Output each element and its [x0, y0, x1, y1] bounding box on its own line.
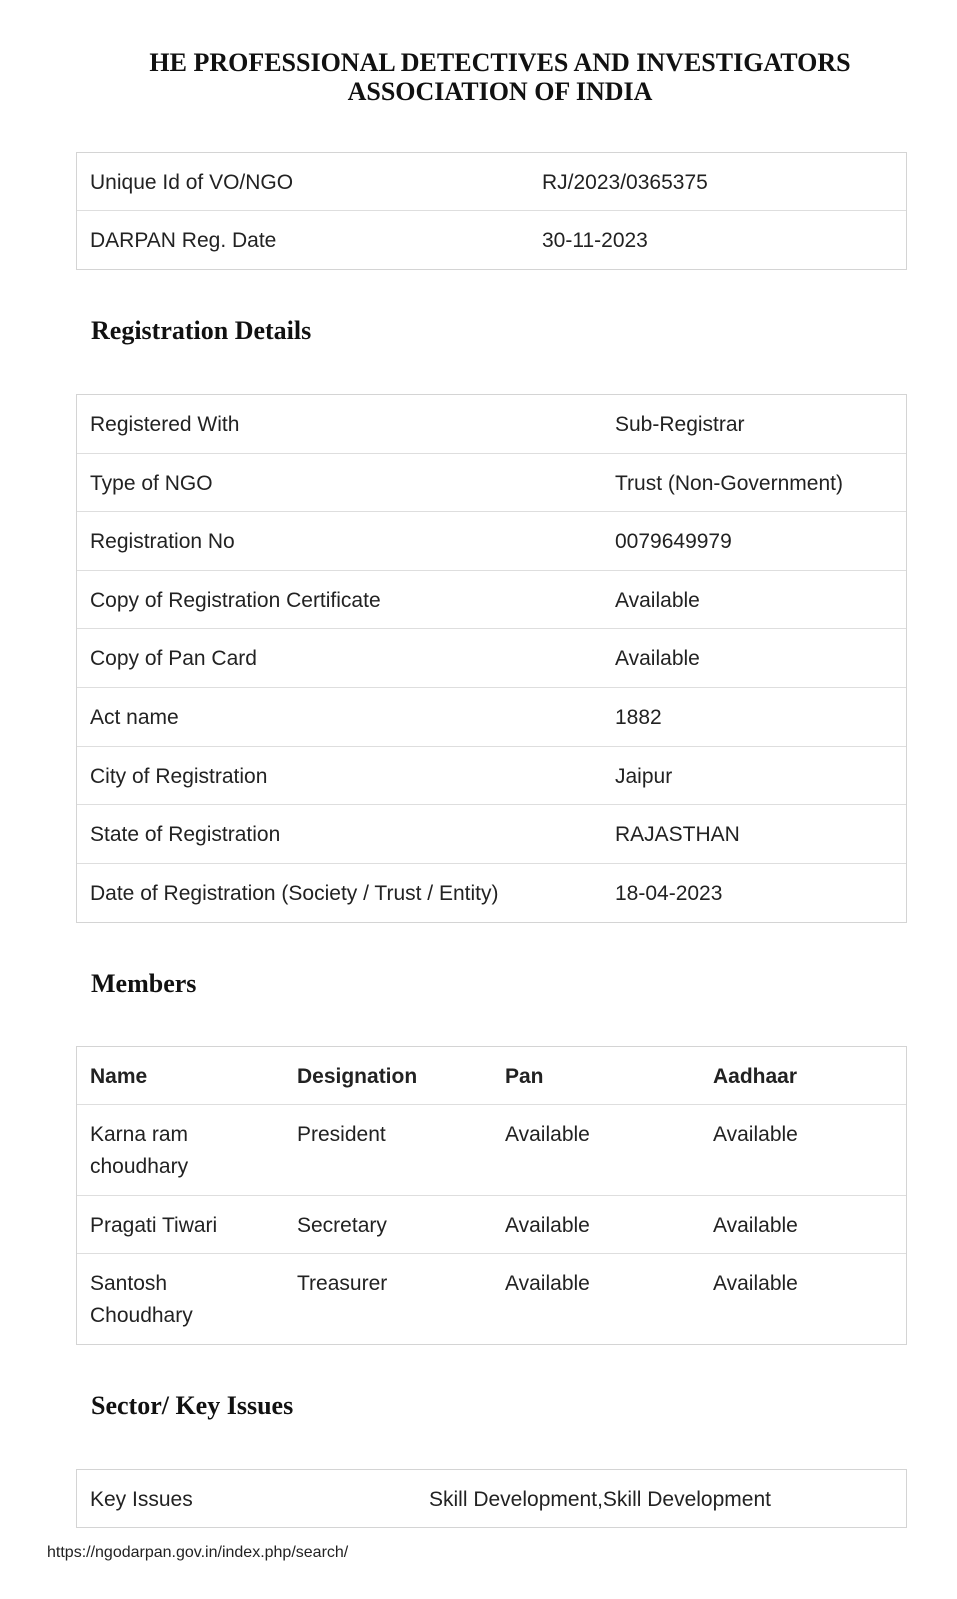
member-name	[77, 1210, 284, 1242]
column-header-pan: Pan	[505, 1065, 544, 1088]
registration-date-value: 18-04-2023	[615, 881, 723, 905]
member-aadhaar: Available	[713, 1272, 798, 1295]
key-issues-value: Skill Development,Skill Development	[429, 1488, 771, 1511]
registration-certificate-label: Copy of Registration Certificate	[90, 588, 381, 612]
member-aadhaar: Available	[713, 1214, 798, 1237]
registration-details-heading: Registration Details	[91, 316, 312, 345]
column-header-designation: Designation	[297, 1065, 418, 1088]
state-value: RAJASTHAN	[615, 823, 740, 847]
table-row	[77, 454, 906, 513]
member-name-line: Pragati Tiwari	[90, 1214, 218, 1237]
darpan-date-value: 30-11-2023	[542, 229, 648, 252]
table-row	[77, 395, 906, 454]
table-row	[77, 688, 906, 747]
member-name	[77, 1268, 284, 1332]
registration-certificate-value: Available	[615, 588, 700, 612]
act-name-value: 1882	[615, 705, 662, 729]
member-aadhaar: Available	[713, 1123, 798, 1146]
ngo-type-label: Type of NGO	[90, 471, 213, 495]
key-issues-label: Key Issues	[90, 1488, 193, 1511]
member-designation: President	[297, 1123, 386, 1146]
registration-no-value: 0079649979	[615, 530, 732, 554]
column-header-name: Name	[90, 1065, 148, 1088]
table-row	[77, 629, 906, 688]
table-row	[77, 1105, 906, 1196]
registered-with-value: Sub-Registrar	[615, 413, 745, 436]
table-row	[77, 512, 906, 571]
table-row	[77, 1254, 906, 1345]
pan-card-value: Available	[615, 647, 700, 671]
state-label: State of Registration	[90, 823, 281, 847]
table-row	[77, 153, 906, 211]
unique-id-label: Unique Id of VO/NGO	[90, 171, 294, 194]
table-row	[77, 211, 906, 269]
city-value: Jaipur	[615, 764, 673, 788]
members-table	[76, 1046, 907, 1345]
member-designation: Secretary	[297, 1214, 387, 1237]
member-name	[77, 1119, 284, 1183]
organization-title-line-2: ASSOCIATION OF INDIA	[347, 77, 653, 106]
darpan-date-label: DARPAN Reg. Date	[90, 229, 277, 252]
member-pan: Available	[505, 1272, 590, 1295]
member-name-line: Karna ram	[90, 1123, 189, 1146]
pan-card-label: Copy of Pan Card	[90, 647, 257, 671]
members-heading: Members	[91, 969, 197, 998]
member-name-line: Choudhary	[90, 1304, 193, 1327]
member-pan: Available	[505, 1214, 590, 1237]
ngo-type-value: Trust (Non-Government)	[615, 471, 843, 495]
organization-title-line-1: HE PROFESSIONAL DETECTIVES AND INVESTIGATORS	[149, 48, 851, 77]
member-pan: Available	[505, 1123, 590, 1146]
act-name-label: Act name	[90, 705, 179, 729]
table-row	[77, 571, 906, 630]
member-name-line: Santosh	[90, 1272, 168, 1295]
table-row	[77, 864, 906, 923]
organization-title	[0, 48, 957, 106]
registered-with-label: Registered With	[90, 413, 240, 436]
table-row	[77, 747, 906, 806]
table-row	[77, 805, 906, 864]
unique-id-value: RJ/2023/0365375	[542, 171, 708, 194]
key-issues-table	[76, 1469, 907, 1528]
sector-key-issues-heading: Sector/ Key Issues	[91, 1391, 294, 1420]
member-name-line: choudhary	[90, 1155, 189, 1178]
registration-no-label: Registration No	[90, 530, 235, 554]
ngo-id-table	[76, 152, 907, 270]
table-row	[77, 1196, 906, 1254]
footer-url: https://ngodarpan.gov.in/index.php/search/	[47, 1544, 349, 1561]
city-label: City of Registration	[90, 764, 268, 788]
table-row	[77, 1470, 906, 1526]
column-header-aadhaar: Aadhaar	[713, 1065, 798, 1088]
members-header-row	[77, 1047, 906, 1105]
registration-date-label: Date of Registration (Society / Trust / Entity)	[90, 881, 499, 905]
registration-details-table	[76, 394, 907, 923]
member-designation: Treasurer	[297, 1272, 388, 1295]
